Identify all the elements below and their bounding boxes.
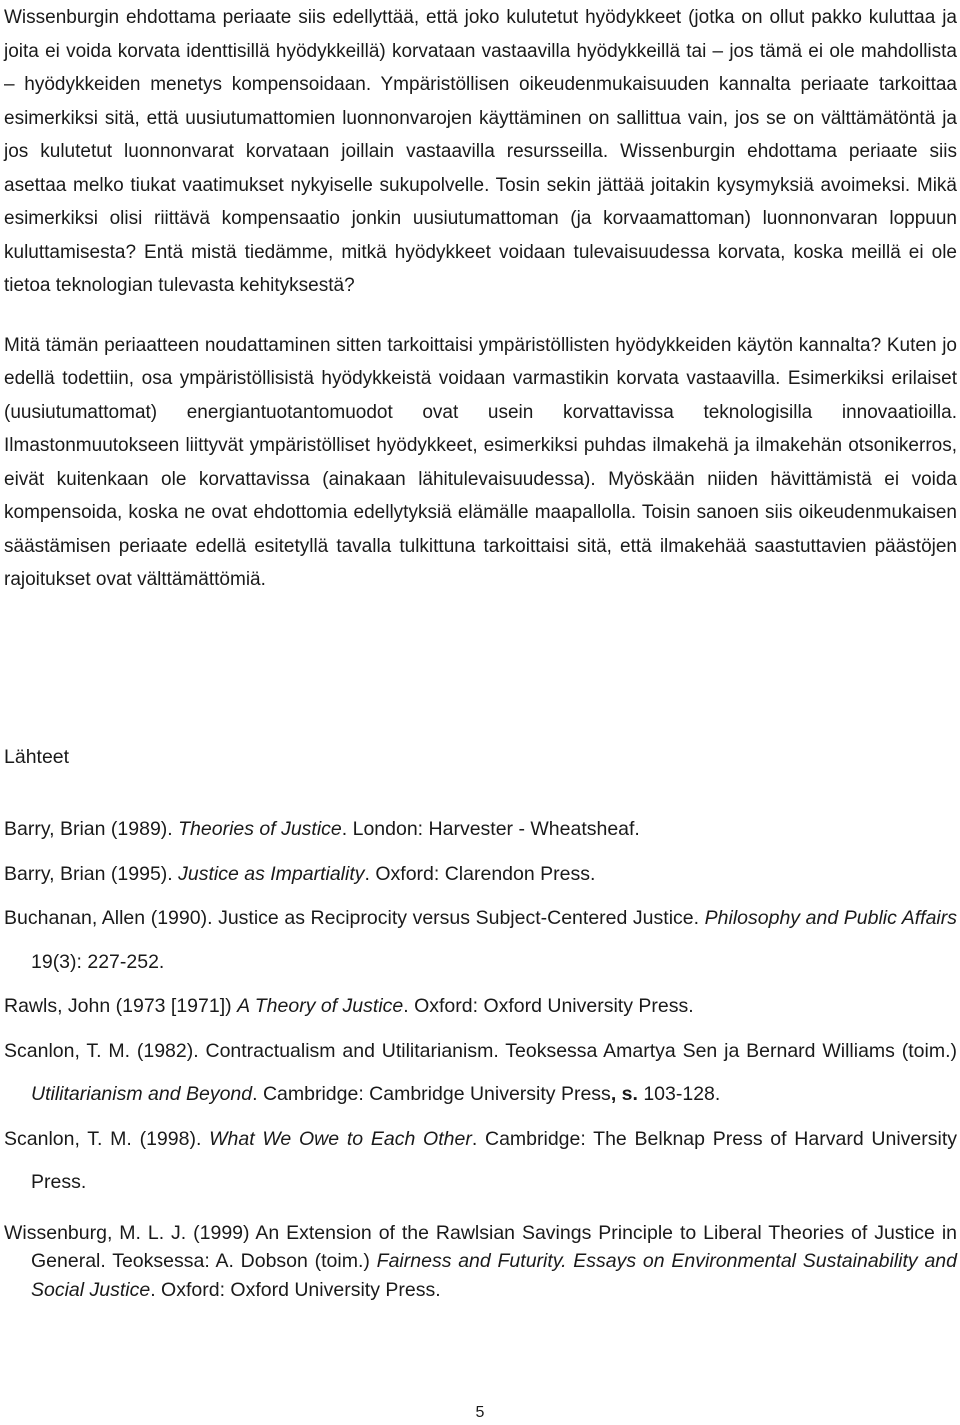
reference-item: Scanlon, T. M. (1998). What We Owe to Each Other. Cambridge: The Belknap Press of Harvard University Press. xyxy=(4,1127,958,1193)
reference-item: Barry, Brian (1989). Theories of Justice. London: Harvester - Wheatsheaf. xyxy=(4,818,640,840)
reference-list xyxy=(4,808,957,1305)
reference-item: Scanlon, T. M. (1982). Contractualism and Utilitarianism. Teoksessa Amartya Sen ja Bernard Williams (toim.) Utilitarianism and Beyond. Cambridge: Cambridge University Press, s. 103-128. xyxy=(4,1039,957,1105)
reference-item: Wissenburg, M. L. J. (1999) An Extension of the Rawlsian Savings Principle to Liberal Theories of Justice in General. Teoksessa: A. Dobson (toim.) Fairness and Futurity. Essays on Environmental Sustainability and Social Justice. Oxford: Oxford University Press. xyxy=(4,1221,957,1301)
reference-item: Buchanan, Allen (1990). Justice as Reciprocity versus Subject-Centered Justice. Philosophy and Public Affairs 19(3): 227-252. xyxy=(4,907,957,973)
document-page xyxy=(4,0,957,597)
body-paragraph: Mitä tämän periaatteen noudattaminen sitten tarkoittaisi ympäristöllisten hyödykkeiden käytön kannalta? Kuten jo edellä todettiin, osa ympäristöllisistä hyödykkeistä voidaan varmastikin korvata vastaavilla. Esimerkiksi erilaiset (uusiutumattomat) energiantuotantomuodot ovat usein korvattavissa teknologisilla innovaatioilla. Ilmastonmuutokseen liittyvät ympäristölliset hyödykkeet, esimerkiksi puhdas ilmakehä ja ilmakehän otsonikerros, eivät kuitenkaan ole korvattavissa (ainakaan lähitulevaisuudessa). Myöskään niiden hävittämistä ei voida kompensoida, koska ne ovat ehdottomia edellytyksiä elämälle maapallolla. Toisin sanoen siis oikeudenmukaisen säästämisen periaate edellä esitetyllä tavalla tulkittuna tarkoittaisi sitä, että ilmakehää saastuttavien päästöjen rajoitukset ovat välttämättömiä. xyxy=(4,334,957,590)
reference-item: Rawls, John (1973 [1971]) A Theory of Justice. Oxford: Oxford University Press. xyxy=(4,995,694,1017)
reference-item: Barry, Brian (1995). Justice as Impartiality. Oxford: Clarendon Press. xyxy=(4,862,596,885)
body-paragraph: Wissenburgin ehdottama periaate siis edellyttää, että joko kulutetut hyödykkeet (jotka on ollut pakko kuluttaa ja joita ei voida korvata identtisillä hyödykkeillä) korvataan vastaavilla hyödykkeillä tai – jos tämä ei ole mahdollista – hyödykkeiden menetys kompensoidaan. Ympäristöllisen oikeudenmukaisuuden kannalta periaate tarkoittaa esimerkiksi sitä, että uusiutumattomien luonnonvarojen käyttäminen on sallittua vain, jos se on välttämätöntä ja jos kulutetut luonnonvarat korvataan joillain vastaavilla resursseilla. Wissenburgin ehdottama periaate siis asettaa melko tiukat vaatimukset nykyiselle sukupolvelle. Tosin sekin jättää joitakin kysymyksiä avoimeksi. Mikä esimerkiksi olisi riittävä kompensaatio jonkin uusiutumattoman (ja korvaamattoman) luonnonvaran loppuun kuluttamisesta? Entä mistä tiedämme, mitkä hyödykkeet voidaan tulevaisuudessa korvata, koska meillä ei ole tietoa teknologian tulevasta kehityksestä? xyxy=(4,7,957,296)
page-number: 5 xyxy=(475,1404,485,1421)
sources-heading: Lähteet xyxy=(4,746,70,768)
